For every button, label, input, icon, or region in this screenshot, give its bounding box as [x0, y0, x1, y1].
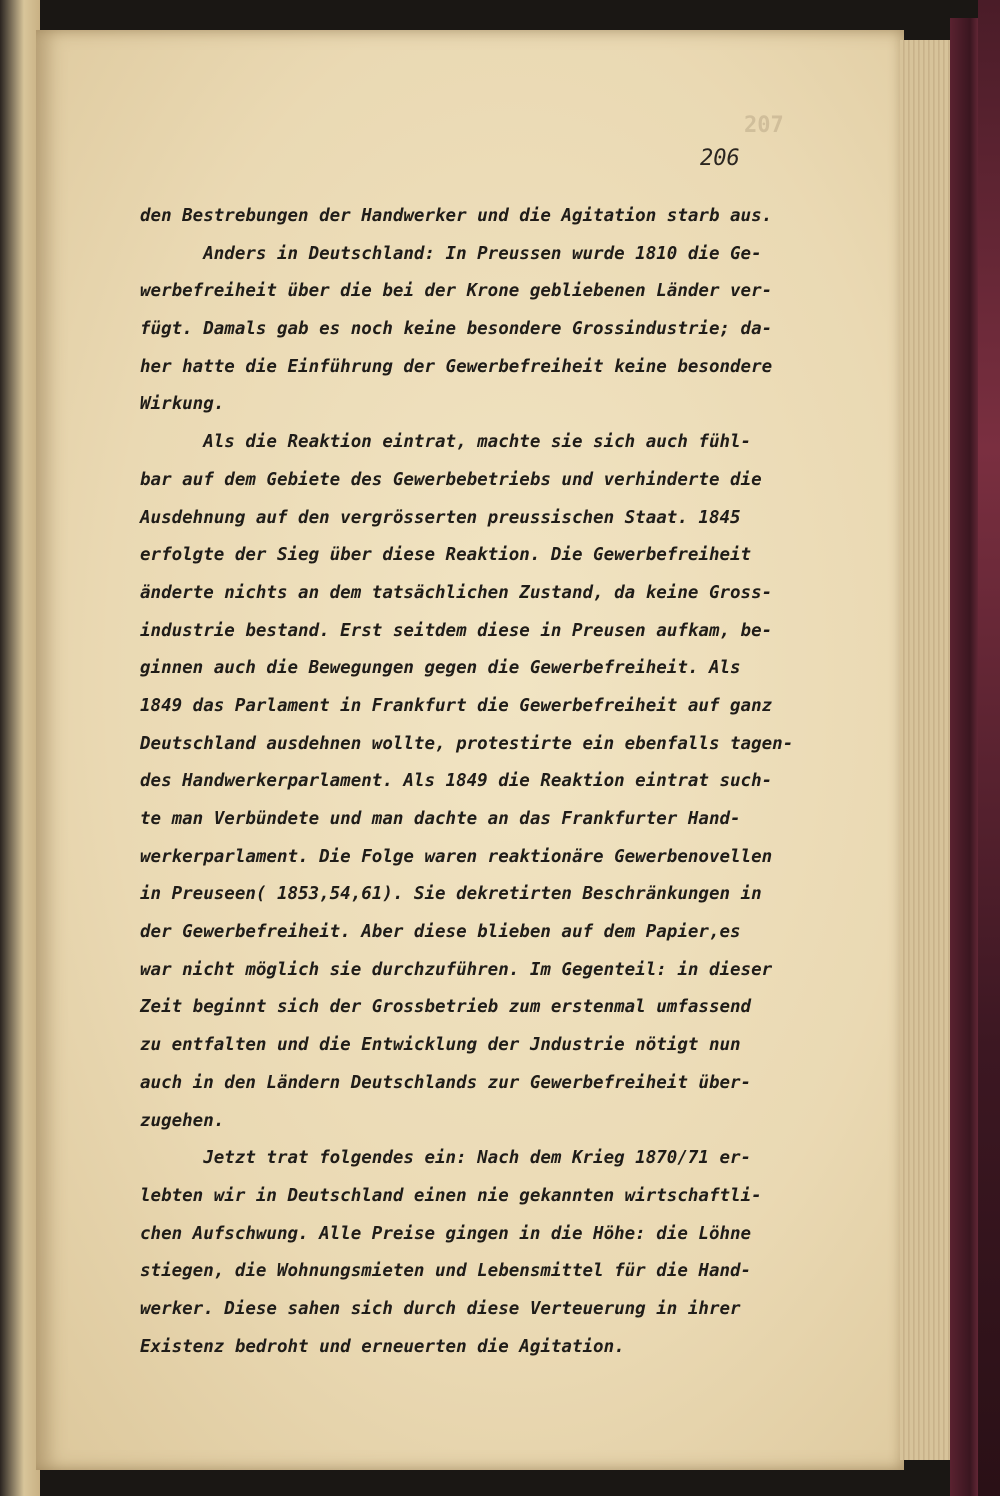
text-line: werker. Diese sahen sich durch diese Verteuerung in ihrer: [140, 1298, 741, 1319]
binding-cover: [978, 0, 1000, 1496]
text-line: änderte nichts an dem tatsächlichen Zustand, da keine Gross-: [140, 582, 773, 603]
text-line: erfolgte der Sieg über diese Reaktion. Die Gewerbefreiheit: [140, 545, 752, 566]
text-line: in Preuseen( 1853,54,61). Sie dekretirten Beschränkungen in: [140, 884, 762, 905]
text-line: industrie bestand. Erst seitdem diese in Preusen aufkam, be-: [140, 620, 773, 641]
page-number: 206: [700, 146, 740, 171]
text-line: Ausdehnung auf den vergrösserten preussischen Staat. 1845: [140, 507, 741, 528]
text-line: Als die Reaktion eintrat, machte sie sich auch fühl-: [140, 432, 752, 453]
bleed-through-page-number: 207: [744, 113, 784, 138]
text-line: auch in den Ländern Deutschlands zur Gewerbefreiheit über-: [140, 1072, 752, 1093]
text-line: Deutschland ausdehnen wollte, protestirte ein ebenfalls tagen-: [140, 733, 794, 754]
text-line: lebten wir in Deutschland einen nie gekannten wirtschaftli-: [140, 1185, 762, 1206]
text-line: stiegen, die Wohnungsmieten und Lebensmittel für die Hand-: [140, 1261, 752, 1282]
text-line: der Gewerbefreiheit. Aber diese blieben auf dem Papier,es: [140, 922, 741, 943]
text-line: war nicht möglich sie durchzuführen. Im Gegenteil: in dieser: [140, 959, 773, 980]
text-line: bar auf dem Gebiete des Gewerbebetriebs und verhinderte die: [140, 469, 762, 490]
text-line: te man Verbündete und man dachte an das Frankfurter Hand-: [140, 809, 741, 829]
page-stack-edges: [900, 40, 952, 1460]
text-line: Existenz bedroht und erneuerten die Agitation.: [140, 1336, 625, 1357]
text-line: her hatte die Einführung der Gewerbefreiheit keine besondere: [140, 356, 773, 377]
text-line: Anders in Deutschland: In Preussen wurde 1810 die Ge-: [140, 243, 762, 264]
text-line: Wirkung.: [140, 394, 225, 415]
text-line: zugehen.: [140, 1110, 225, 1131]
typewritten-body: [140, 198, 840, 1366]
text-line: Jetzt trat folgendes ein: Nach dem Krieg 1870/71 er-: [140, 1148, 752, 1169]
text-line: zu entfalten und die Entwicklung der Jndustrie nötigt nun: [140, 1035, 741, 1056]
text-line: werkerparlament. Die Folge waren reaktionäre Gewerbenovellen: [140, 846, 773, 867]
text-line: werbefreiheit über die bei der Krone gebliebenen Länder ver-: [140, 281, 773, 302]
text-line: ginnen auch die Bewegungen gegen die Gewerbefreiheit. Als: [140, 658, 741, 679]
text-line: fügt. Damals gab es noch keine besondere Grossindustrie; da-: [140, 319, 773, 340]
text-line: Zeit beginnt sich der Grossbetrieb zum erstenmal umfassend: [140, 997, 752, 1018]
left-page-edge: [0, 0, 40, 1496]
text-line: den Bestrebungen der Handwerker und die Agitation starb aus.: [140, 206, 773, 226]
text-line: chen Aufschwung. Alle Preise gingen in die Höhe: die Löhne: [140, 1223, 752, 1244]
text-line: des Handwerkerparlament. Als 1849 die Reaktion eintrat such-: [140, 771, 773, 792]
text-line: 1849 das Parlament in Frankfurt die Gewerbefreiheit auf ganz: [140, 695, 773, 716]
